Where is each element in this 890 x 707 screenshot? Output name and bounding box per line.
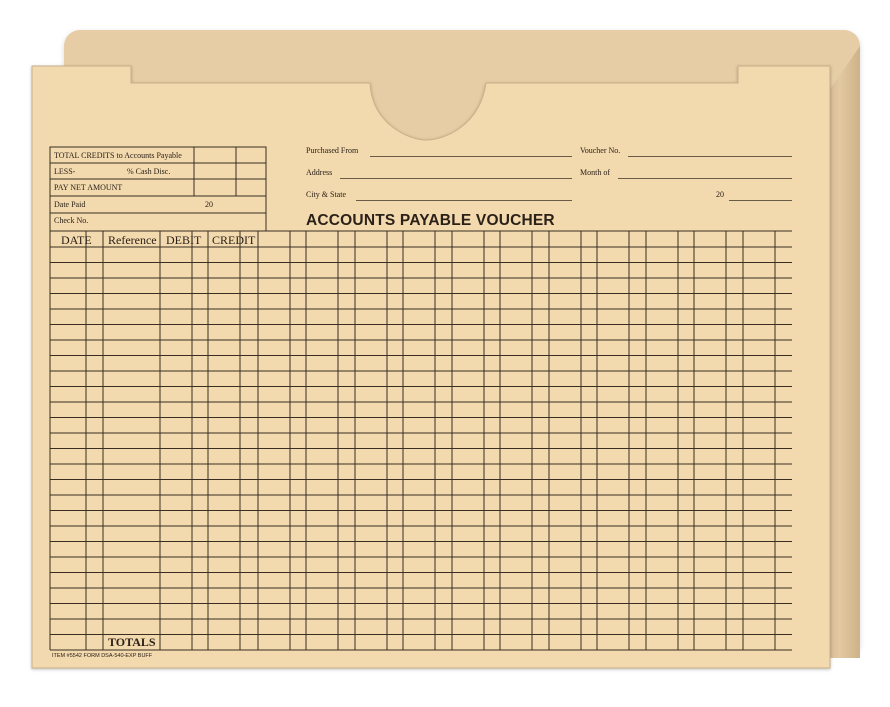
form-footer-code: ITEM #5542 FORM DSA-540-EXP BUFF: [52, 653, 153, 659]
form-title: ACCOUNTS PAYABLE VOUCHER: [306, 212, 555, 229]
field-voucher-no-label: Voucher No.: [580, 146, 621, 155]
col-header-date: DATE: [61, 233, 92, 247]
summary-total-credits: TOTAL CREDITS to Accounts Payable: [54, 151, 182, 160]
col-header-credit: CREDIT: [212, 233, 256, 247]
col-header-reference: Reference: [108, 233, 157, 247]
field-month-of-label: Month of: [580, 168, 610, 177]
field-address-label: Address: [306, 168, 333, 177]
summary-date-year: 20: [205, 200, 213, 209]
field-year-label: 20: [716, 190, 724, 199]
col-header-debit: DEBIT: [166, 233, 202, 247]
summary-cash-disc: % Cash Disc.: [127, 167, 171, 176]
summary-less: LESS-: [54, 167, 76, 176]
summary-check-no: Check No.: [54, 216, 89, 225]
field-city-state-label: City & State: [306, 190, 346, 199]
totals-label: TOTALS: [108, 635, 156, 649]
summary-date-paid: Date Paid: [54, 200, 86, 209]
summary-pay-net: PAY NET AMOUNT: [54, 183, 123, 192]
field-purchased-from-label: Purchased From: [306, 146, 359, 155]
